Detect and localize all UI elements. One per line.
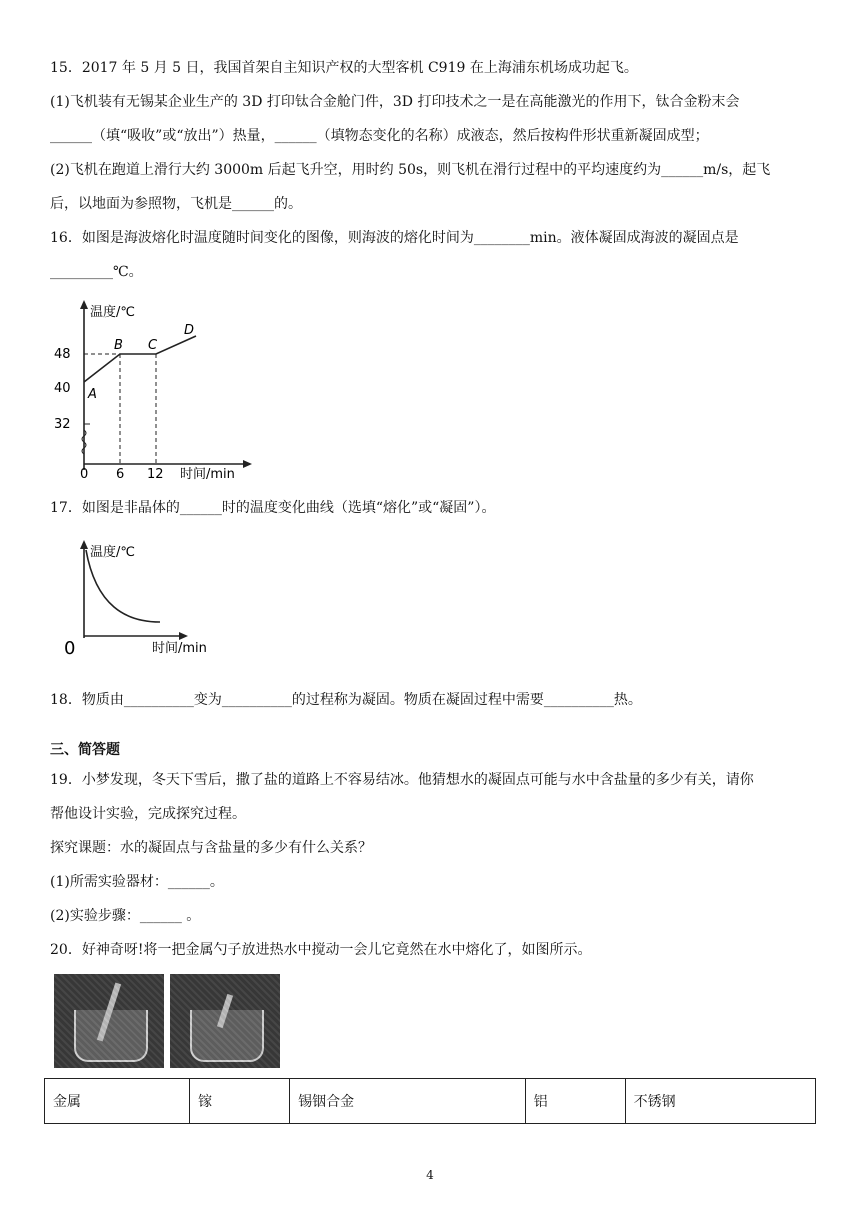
cooling-curve bbox=[86, 550, 160, 622]
q15-part2-line2: 后，以地面为参照物，飞机是______的。 bbox=[50, 196, 302, 212]
q19-topic: 探究课题：水的凝固点与含盐量的多少有什么关系？ bbox=[50, 840, 372, 856]
table-cell: 镓 bbox=[190, 1079, 290, 1124]
table-cell-header: 金属 bbox=[45, 1079, 190, 1124]
y-tick-32: 32 bbox=[54, 417, 71, 432]
point-label-A: A bbox=[88, 387, 97, 402]
y-axis-arrow bbox=[80, 540, 88, 549]
y-tick-40: 40 bbox=[54, 381, 71, 396]
x-axis-label: 时间/min bbox=[152, 641, 207, 656]
x-axis-label: 时间/min bbox=[180, 467, 235, 480]
q19-sub2: (2)实验步骤：______ 。 bbox=[50, 908, 201, 924]
solidification-chart bbox=[56, 536, 226, 660]
x-tick-12: 12 bbox=[147, 467, 164, 480]
point-label-C: C bbox=[148, 338, 158, 353]
y-tick-48: 48 bbox=[54, 347, 71, 362]
q19-line2: 帮他设计实验，完成探究过程。 bbox=[50, 806, 246, 822]
page-number: 4 bbox=[426, 1168, 434, 1182]
photo-spoon-after bbox=[170, 974, 280, 1068]
photo-spoon-before bbox=[54, 974, 164, 1068]
x-axis-arrow bbox=[243, 460, 252, 468]
melting-curve bbox=[84, 336, 196, 382]
y-axis-arrow bbox=[80, 300, 88, 309]
q15-stem: 15．2017 年 5 月 5 日，我国首架自主知识产权的大型客机 C919 在上海浦东机场成功起飞。 bbox=[50, 60, 638, 76]
q17-line1: 17．如图是非晶体的______时的温度变化曲线（选填“熔化”或“凝固”）。 bbox=[50, 500, 496, 516]
q19-sub1: (1)所需实验器材：______。 bbox=[50, 874, 224, 890]
metal-table bbox=[44, 1078, 816, 1124]
q18-line1: 18．物质由__________变为__________的过程称为凝固。物质在凝固过程中需要__________热。 bbox=[50, 692, 642, 708]
x-axis-arrow bbox=[179, 632, 188, 640]
y-axis-label: 温度/℃ bbox=[90, 545, 135, 560]
origin-label: 0 bbox=[64, 638, 76, 659]
q16-line2: _________℃。 bbox=[50, 264, 143, 280]
q15-part1-line2: ______（填“吸收”或“放出”）热量，______（填物态变化的名称）成液态，然后按构件形状重新凝固成型； bbox=[50, 128, 709, 144]
section-title: 三、简答题 bbox=[50, 742, 120, 758]
point-label-D: D bbox=[184, 323, 195, 338]
q16-line1: 16．如图是海波熔化时温度随时间变化的图像，则海波的熔化时间为________min。液体凝固成海波的凝固点是 bbox=[50, 230, 739, 246]
q15-part1-line1: (1)飞机装有无锡某企业生产的 3D 打印钛合金舱门件，3D 打印技术之一是在高能激光的作用下，钛合金粉末会 bbox=[50, 94, 740, 110]
x-tick-6: 6 bbox=[116, 467, 125, 480]
q19-line1: 19．小梦发现，冬天下雪后，撒了盐的道路上不容易结冰。他猜想水的凝固点可能与水中含盐量的多少有关，请你 bbox=[50, 772, 754, 788]
melting-chart bbox=[50, 294, 260, 480]
x-tick-0: 0 bbox=[80, 467, 89, 480]
point-label-B: B bbox=[114, 338, 123, 353]
table-cell: 铝 bbox=[525, 1079, 625, 1124]
q15-part2-line1: (2)飞机在跑道上滑行大约 3000m 后起飞升空，用时约 50s，则飞机在滑行过程中的平均速度约为______m/s，起飞 bbox=[50, 162, 771, 178]
table-cell: 不锈钢 bbox=[625, 1079, 815, 1124]
q20-line1: 20．好神奇呀!将一把金属勺子放进热水中搅动一会儿它竟然在水中熔化了，如图所示。 bbox=[50, 942, 592, 958]
table-row bbox=[45, 1079, 816, 1124]
table-cell: 锡铟合金 bbox=[290, 1079, 525, 1124]
y-axis-label: 温度/℃ bbox=[90, 305, 135, 320]
